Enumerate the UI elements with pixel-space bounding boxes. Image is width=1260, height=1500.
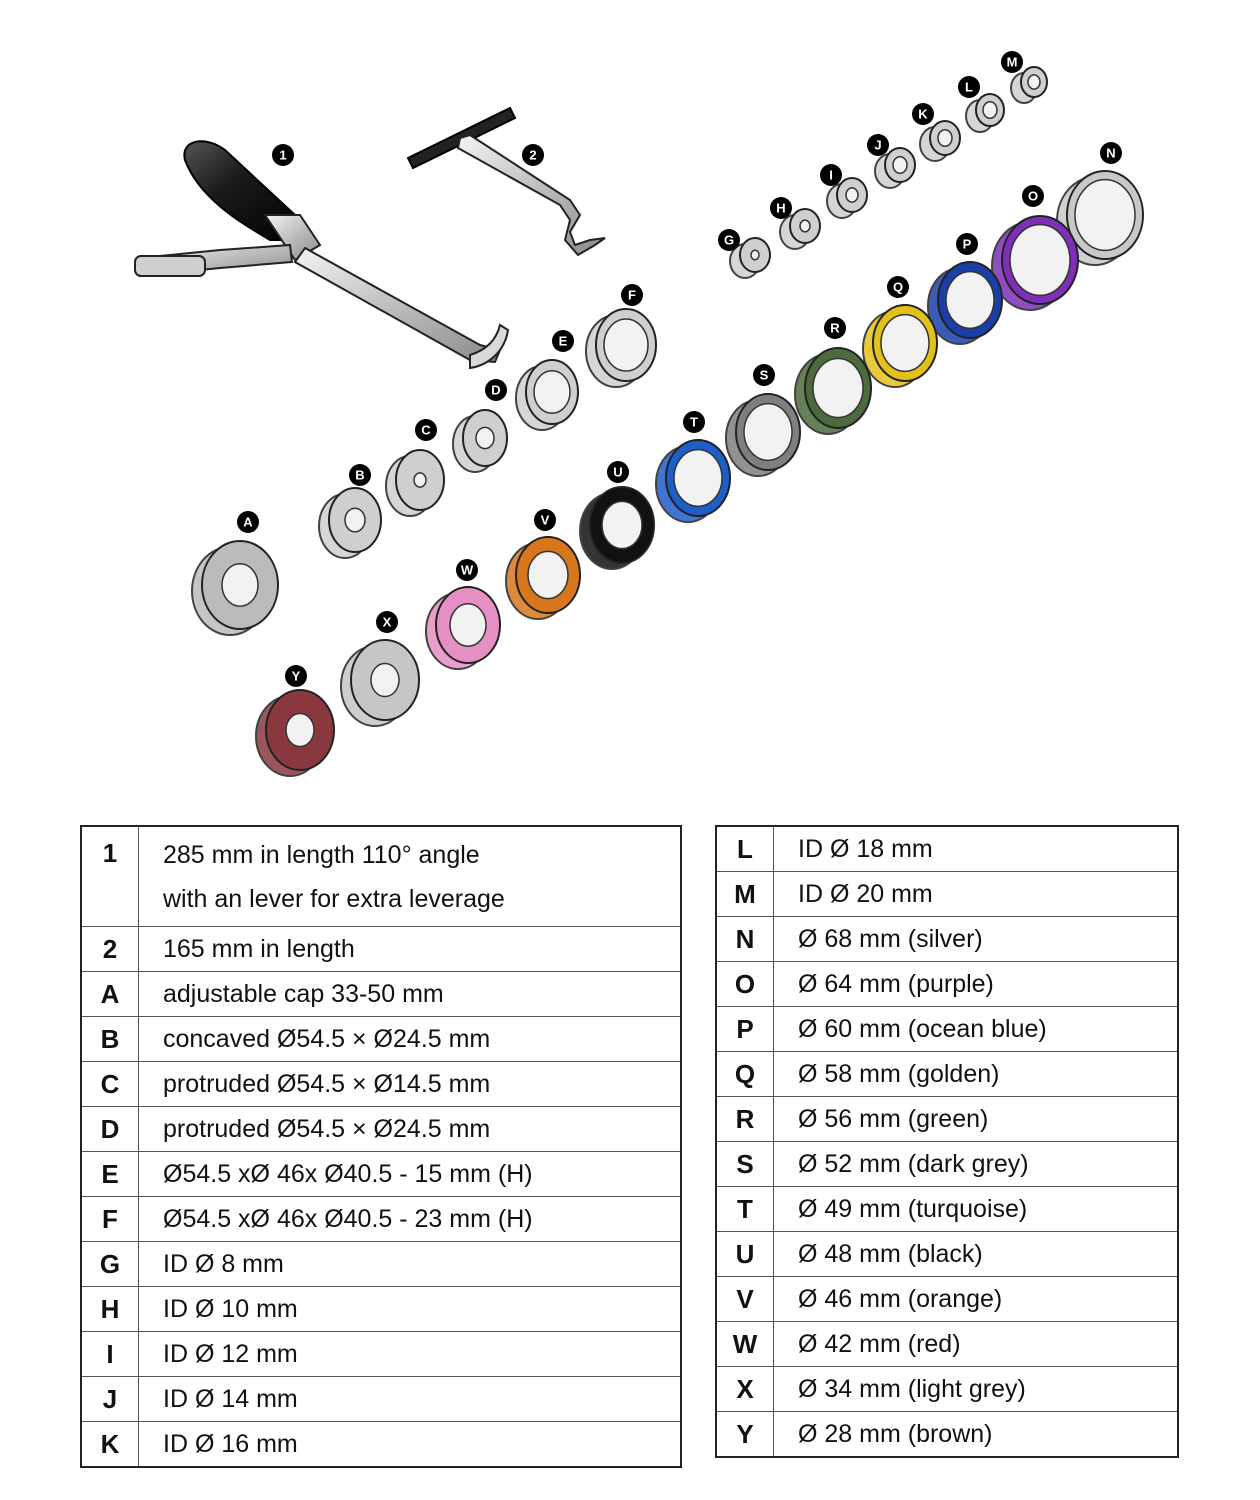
svg-text:J: J [874, 137, 882, 153]
part-f [586, 309, 656, 387]
spec-description-line: ID Ø 20 mm [798, 880, 933, 908]
part-e [516, 360, 578, 430]
spec-key: P [716, 1007, 774, 1052]
spec-description-line: ID Ø 14 mm [163, 1385, 298, 1413]
part-m [1011, 67, 1047, 103]
spec-description-line: Ø 58 mm (golden) [798, 1060, 1000, 1088]
spec-description [139, 1197, 682, 1242]
spec-description [774, 1052, 1179, 1097]
spec-description [774, 962, 1179, 1007]
svg-text:B: B [355, 467, 365, 483]
spec-row-a [81, 972, 681, 1017]
svg-text:G: G [723, 232, 735, 248]
callout-h [770, 197, 792, 219]
part-o [992, 216, 1078, 310]
spec-row-i [81, 1332, 681, 1377]
svg-text:N: N [1106, 145, 1116, 161]
spec-row-q [716, 1052, 1178, 1097]
svg-text:U: U [613, 464, 623, 480]
spec-row-m [716, 872, 1178, 917]
spec-description [774, 1412, 1179, 1458]
spec-key: N [716, 917, 774, 962]
spec-description-line: Ø 49 mm (turquoise) [798, 1195, 1028, 1223]
spec-description-line: 285 mm in length 110° angle [163, 840, 480, 869]
part-x [341, 640, 419, 726]
callout-v [534, 509, 556, 531]
svg-text:V: V [540, 512, 550, 528]
spec-description [139, 1107, 682, 1152]
spec-key: Q [716, 1052, 774, 1097]
spec-description-line: Ø 28 mm (brown) [798, 1420, 993, 1448]
spec-key: Y [716, 1412, 774, 1458]
part-w [426, 587, 500, 669]
svg-text:1: 1 [279, 147, 287, 163]
svg-text:F: F [628, 287, 636, 303]
svg-text:Y: Y [291, 668, 301, 684]
callout-f [621, 284, 643, 306]
callout-2 [522, 144, 544, 166]
callout-p [956, 233, 978, 255]
callout-k [912, 103, 934, 125]
part-d [453, 410, 507, 472]
spec-key: M [716, 872, 774, 917]
svg-text:M: M [1006, 54, 1018, 70]
part-s [726, 394, 800, 476]
spec-row-f [81, 1197, 681, 1242]
spec-description [774, 1187, 1179, 1232]
spec-row-j [81, 1377, 681, 1422]
spec-description-line: ID Ø 8 mm [163, 1250, 284, 1278]
spec-key: L [716, 826, 774, 872]
callout-a [237, 511, 259, 533]
spec-row-t [716, 1187, 1178, 1232]
spec-row-b [81, 1017, 681, 1062]
svg-text:P: P [962, 236, 972, 252]
spec-key: E [81, 1152, 139, 1197]
spec-description-line: Ø54.5 xØ 46x Ø40.5 - 23 mm (H) [163, 1205, 533, 1233]
callout-c [415, 419, 437, 441]
spec-row-k [81, 1422, 681, 1468]
callout-n [1100, 142, 1122, 164]
spec-key: A [81, 972, 139, 1017]
spec-description [774, 1277, 1179, 1322]
spec-key: W [716, 1322, 774, 1367]
spec-description [774, 826, 1179, 872]
spec-row-h [81, 1287, 681, 1332]
spec-row-s [716, 1142, 1178, 1187]
svg-text:X: X [382, 614, 392, 630]
spec-description-line: 165 mm in length [163, 935, 355, 963]
callout-1 [272, 144, 294, 166]
spec-description-line: Ø 34 mm (light grey) [798, 1375, 1026, 1403]
part-l [966, 94, 1004, 132]
spec-description [139, 1332, 682, 1377]
spec-key: H [81, 1287, 139, 1332]
svg-text:2: 2 [529, 147, 537, 163]
spec-description-line: protruded Ø54.5 × Ø24.5 mm [163, 1115, 491, 1143]
spec-key: S [716, 1142, 774, 1187]
spec-row-y [716, 1412, 1178, 1458]
spec-description-line: Ø 52 mm (dark grey) [798, 1150, 1029, 1178]
tool-1-angled-handle [135, 141, 508, 368]
svg-text:K: K [918, 106, 928, 122]
part-t [656, 440, 730, 522]
spec-description-line: Ø 56 mm (green) [798, 1105, 989, 1133]
spec-description [774, 1097, 1179, 1142]
part-u [580, 487, 654, 569]
spec-description-line: Ø 68 mm (silver) [798, 925, 983, 953]
svg-text:E: E [558, 333, 568, 349]
spec-key: U [716, 1232, 774, 1277]
callout-u [607, 461, 629, 483]
callout-t [683, 411, 705, 433]
spec-description-line: ID Ø 18 mm [798, 835, 933, 863]
svg-text:L: L [965, 79, 973, 95]
spec-key: D [81, 1107, 139, 1152]
spec-key: 2 [81, 927, 139, 972]
spec-row-r [716, 1097, 1178, 1142]
spec-description [139, 1422, 682, 1468]
part-r [795, 348, 871, 434]
svg-text:O: O [1027, 188, 1039, 204]
spec-key: F [81, 1197, 139, 1242]
callout-g [718, 229, 740, 251]
callout-q [887, 276, 909, 298]
spec-description [139, 1242, 682, 1287]
spec-row-o [716, 962, 1178, 1007]
spec-row-2 [81, 927, 681, 972]
part-c [386, 450, 444, 516]
spec-description-line: adjustable cap 33-50 mm [163, 980, 444, 1008]
spec-row-x [716, 1367, 1178, 1412]
spec-description [139, 1287, 682, 1332]
spec-row-e [81, 1152, 681, 1197]
callout-x [376, 611, 398, 633]
spec-key: X [716, 1367, 774, 1412]
spec-description-line: Ø 64 mm (purple) [798, 970, 994, 998]
spec-description-line: Ø 60 mm (ocean blue) [798, 1015, 1047, 1043]
svg-text:H: H [776, 200, 786, 216]
callout-w [456, 559, 478, 581]
callout-e [552, 330, 574, 352]
spec-description-line: Ø 46 mm (orange) [798, 1285, 1003, 1313]
part-v [506, 537, 580, 619]
spec-description [774, 872, 1179, 917]
svg-text:D: D [491, 382, 501, 398]
spec-key: J [81, 1377, 139, 1422]
callout-y [285, 665, 307, 687]
callout-b [349, 464, 371, 486]
spec-description [774, 917, 1179, 962]
svg-text:R: R [830, 320, 840, 336]
spec-key: C [81, 1062, 139, 1107]
spec-table-left [80, 825, 682, 1468]
callout-i [820, 164, 842, 186]
part-p [928, 262, 1002, 344]
spec-description [774, 1322, 1179, 1367]
spec-description [139, 826, 682, 927]
spec-description [139, 1062, 682, 1107]
svg-text:T: T [690, 414, 698, 430]
spec-description [774, 1232, 1179, 1277]
spec-description [774, 1367, 1179, 1412]
part-q [863, 305, 937, 387]
svg-text:I: I [829, 167, 833, 183]
part-k [920, 121, 960, 161]
spec-description-line: ID Ø 16 mm [163, 1430, 298, 1458]
callout-d [485, 379, 507, 401]
spec-description [139, 972, 682, 1017]
svg-text:W: W [460, 562, 474, 578]
spec-description-line: Ø 48 mm (black) [798, 1240, 983, 1268]
spec-table-right [715, 825, 1179, 1458]
spec-key: G [81, 1242, 139, 1287]
spec-description [774, 1142, 1179, 1187]
spec-key: T [716, 1187, 774, 1232]
spec-row-u [716, 1232, 1178, 1277]
spec-row-p [716, 1007, 1178, 1052]
spec-row-n [716, 917, 1178, 962]
spec-description-line: Ø 42 mm (red) [798, 1330, 961, 1358]
spec-row-v [716, 1277, 1178, 1322]
svg-text:S: S [759, 367, 769, 383]
tool-2-t-handle [408, 108, 605, 255]
callout-s [753, 364, 775, 386]
spec-description [139, 1377, 682, 1422]
spec-key: K [81, 1422, 139, 1468]
part-b [319, 488, 381, 558]
spec-description-line: concaved Ø54.5 × Ø24.5 mm [163, 1025, 491, 1053]
spec-key: V [716, 1277, 774, 1322]
spec-description-line: ID Ø 12 mm [163, 1340, 298, 1368]
callout-o [1022, 185, 1044, 207]
part-y [256, 690, 334, 776]
spec-description-line: protruded Ø54.5 × Ø14.5 mm [163, 1070, 491, 1098]
spec-description-line: ID Ø 10 mm [163, 1295, 298, 1323]
spec-row-g [81, 1242, 681, 1287]
spec-key: I [81, 1332, 139, 1377]
spec-description [774, 1007, 1179, 1052]
part-a [192, 541, 278, 635]
spec-key: 1 [81, 826, 139, 927]
svg-text:A: A [243, 514, 253, 530]
spec-key: B [81, 1017, 139, 1062]
spec-row-w [716, 1322, 1178, 1367]
spec-key: R [716, 1097, 774, 1142]
spec-description-line: with an lever for extra leverage [163, 884, 505, 913]
callout-l [958, 76, 980, 98]
spec-description [139, 1152, 682, 1197]
spec-row-1 [81, 826, 681, 927]
svg-text:Q: Q [892, 279, 904, 295]
spec-description-line: Ø54.5 xØ 46x Ø40.5 - 15 mm (H) [163, 1160, 533, 1188]
spec-row-c [81, 1062, 681, 1107]
spec-row-d [81, 1107, 681, 1152]
svg-text:C: C [421, 422, 431, 438]
spec-description [139, 927, 682, 972]
spec-description [139, 1017, 682, 1062]
spec-key: O [716, 962, 774, 1007]
callout-m [1001, 51, 1023, 73]
callout-r [824, 317, 846, 339]
callout-j [867, 134, 889, 156]
spec-row-l [716, 826, 1178, 872]
